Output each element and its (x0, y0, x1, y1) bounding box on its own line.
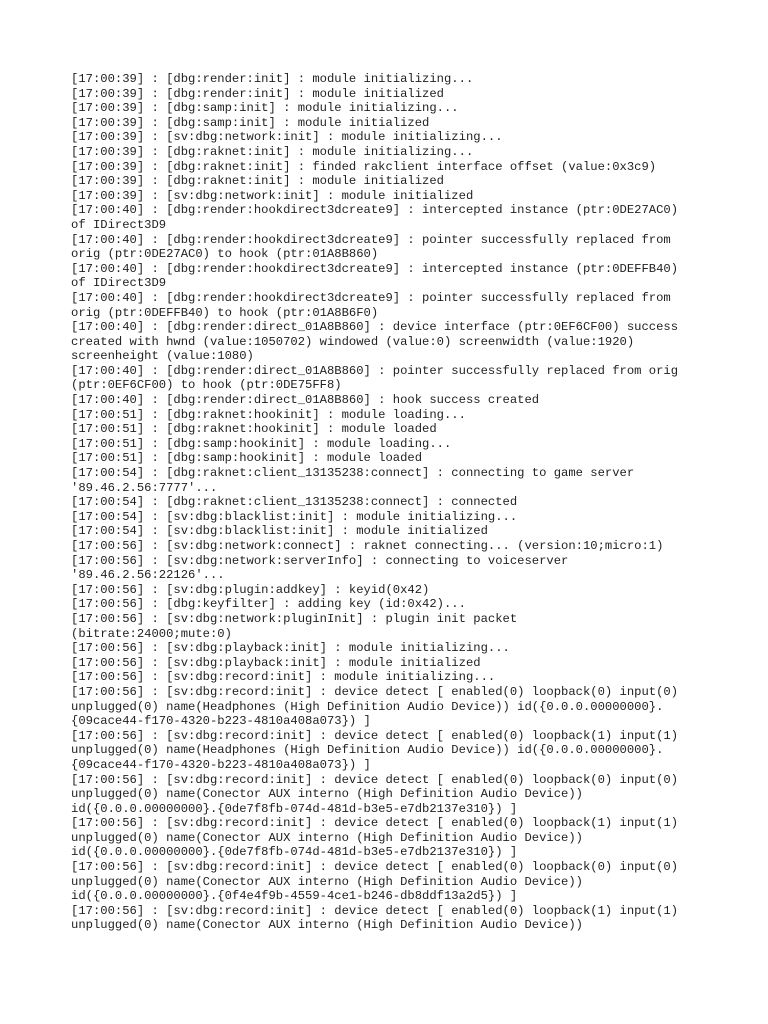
log-line: unplugged(0) name(Conector AUX interno (High Definition Audio Device)) (71, 874, 583, 889)
log-line: unplugged(0) name(Conector AUX interno (High Definition Audio Device)) (71, 787, 583, 802)
log-line: [17:00:56] : [dbg:keyfilter] : adding key (id:0x42)... (71, 597, 466, 612)
log-line: [17:00:56] : [sv:dbg:record:init] : device detect [ enabled(0) loopback(1) input(1) (71, 816, 679, 831)
log-line: [17:00:56] : [sv:dbg:network:serverInfo] : connecting to voiceserver (71, 553, 569, 568)
log-line: [17:00:56] : [sv:dbg:record:init] : device detect [ enabled(0) loopback(1) input(1) (71, 728, 679, 743)
log-line: [17:00:56] : [sv:dbg:network:connect] : raknet connecting... (version:10;micro:1) (71, 539, 664, 553)
log-line: [17:00:56] : [sv:dbg:record:init] : device detect [ enabled(0) loopback(0) input(0) (71, 684, 679, 699)
log-text (71, 72, 711, 933)
log-line: unplugged(0) name(Headphones (High Definition Audio Device)) id({0.0.0.00000000}. (71, 743, 664, 758)
log-line: [17:00:39] : [dbg:raknet:init] : finded rakclient interface offset (value:0x3c9) (71, 159, 657, 174)
log-line: id({0.0.0.00000000}.{0de7f8fb-074d-481d-b3e5-e7db2137e310}) ] (71, 801, 518, 816)
log-line: [17:00:39] : [sv:dbg:network:init] : module initializing... (71, 130, 503, 145)
log-line: [17:00:54] : [dbg:raknet:client_13135238:connect] : connected (71, 495, 518, 510)
log-line: (bitrate:24000;mute:0) (71, 626, 232, 641)
log-line: [17:00:56] : [sv:dbg:plugin:addkey] : keyid(0x42) (71, 582, 430, 597)
log-line: [17:00:40] : [dbg:render:hookdirect3dcreate9] : intercepted instance (ptr:0DE27AC0) (71, 203, 679, 218)
log-line: [17:00:54] : [sv:dbg:blacklist:init] : module initialized (71, 524, 488, 539)
log-line: of IDirect3D9 (71, 217, 167, 232)
log-line: [17:00:40] : [dbg:render:direct_01A8B860] : device interface (ptr:0EF6CF00) success (71, 320, 679, 335)
log-line: [17:00:56] : [sv:dbg:network:pluginInit] : plugin init packet (71, 611, 518, 626)
log-line: [17:00:51] : [dbg:raknet:hookinit] : module loading... (71, 407, 466, 422)
log-line: [17:00:56] : [sv:dbg:playback:init] : module initializing... (71, 641, 510, 656)
log-line: of IDirect3D9 (71, 276, 167, 291)
log-line: '89.46.2.56:7777'... (71, 480, 218, 495)
log-line: [17:00:54] : [dbg:raknet:client_13135238:connect] : connecting to game server (71, 466, 635, 481)
log-line: [17:00:39] : [dbg:render:init] : module initializing... (71, 72, 474, 86)
log-line: [17:00:39] : [dbg:samp:init] : module initialized (71, 115, 430, 130)
log-line: [17:00:39] : [dbg:raknet:init] : module initializing... (71, 144, 474, 159)
log-line: [17:00:39] : [sv:dbg:network:init] : module initialized (71, 188, 474, 203)
log-line: [17:00:56] : [sv:dbg:playback:init] : module initialized (71, 655, 481, 670)
log-line: id({0.0.0.00000000}.{0de7f8fb-074d-481d-b3e5-e7db2137e310}) ] (71, 845, 518, 860)
log-line: [17:00:56] : [sv:dbg:record:init] : device detect [ enabled(0) loopback(1) input(1) (71, 903, 679, 918)
log-line: '89.46.2.56:22126'... (71, 568, 225, 583)
log-line: [17:00:40] : [dbg:render:hookdirect3dcreate9] : intercepted instance (ptr:0DEFFB40) (71, 261, 679, 276)
log-line: id({0.0.0.00000000}.{0f4e4f9b-4559-4ce1-b246-db8ddf13a2d5}) ] (71, 889, 518, 904)
log-line: [17:00:39] : [dbg:raknet:init] : module initialized (71, 174, 444, 189)
log-line: [17:00:40] : [dbg:render:direct_01A8B860] : hook success created (71, 393, 540, 408)
log-line: [17:00:51] : [dbg:raknet:hookinit] : module loaded (71, 422, 437, 437)
log-line: {09cace44-f170-4320-b223-4810a408a073}) ] (71, 757, 371, 772)
log-line: (ptr:0EF6CF00) to hook (ptr:0DE75FF8) (71, 378, 342, 393)
log-line: {09cace44-f170-4320-b223-4810a408a073}) ] (71, 714, 371, 729)
log-line: [17:00:54] : [sv:dbg:blacklist:init] : module initializing... (71, 509, 518, 524)
log-line: created with hwnd (value:1050702) windowed (value:0) screenwidth (value:1920) (71, 334, 635, 349)
log-line: [17:00:51] : [dbg:samp:hookinit] : module loading... (71, 436, 452, 451)
log-line: [17:00:56] : [sv:dbg:record:init] : device detect [ enabled(0) loopback(0) input(0) (71, 772, 679, 787)
log-line: screenheight (value:1080) (71, 349, 254, 364)
log-line: [17:00:51] : [dbg:samp:hookinit] : module loaded (71, 451, 423, 466)
log-line: unplugged(0) name(Conector AUX interno (High Definition Audio Device)) (71, 830, 583, 845)
log-line: orig (ptr:0DEFFB40) to hook (ptr:01A8B6F0) (71, 305, 379, 320)
log-line: [17:00:56] : [sv:dbg:record:init] : device detect [ enabled(0) loopback(0) input(0) (71, 860, 679, 875)
log-line: unplugged(0) name(Conector AUX interno (High Definition Audio Device)) (71, 918, 583, 933)
log-line: unplugged(0) name(Headphones (High Definition Audio Device)) id({0.0.0.00000000}. (71, 699, 664, 714)
log-line: [17:00:39] : [dbg:samp:init] : module initializing... (71, 101, 459, 116)
log-line: [17:00:40] : [dbg:render:hookdirect3dcreate9] : pointer successfully replaced from (71, 232, 671, 247)
log-line: orig (ptr:0DE27AC0) to hook (ptr:01A8B860) (71, 247, 379, 262)
log-line: [17:00:40] : [dbg:render:direct_01A8B860] : pointer successfully replaced from orig (71, 363, 679, 378)
log-line: [17:00:40] : [dbg:render:hookdirect3dcreate9] : pointer successfully replaced from (71, 290, 671, 305)
log-line: [17:00:39] : [dbg:render:init] : module initialized (71, 86, 444, 101)
log-line: [17:00:56] : [sv:dbg:record:init] : module initializing... (71, 670, 496, 685)
